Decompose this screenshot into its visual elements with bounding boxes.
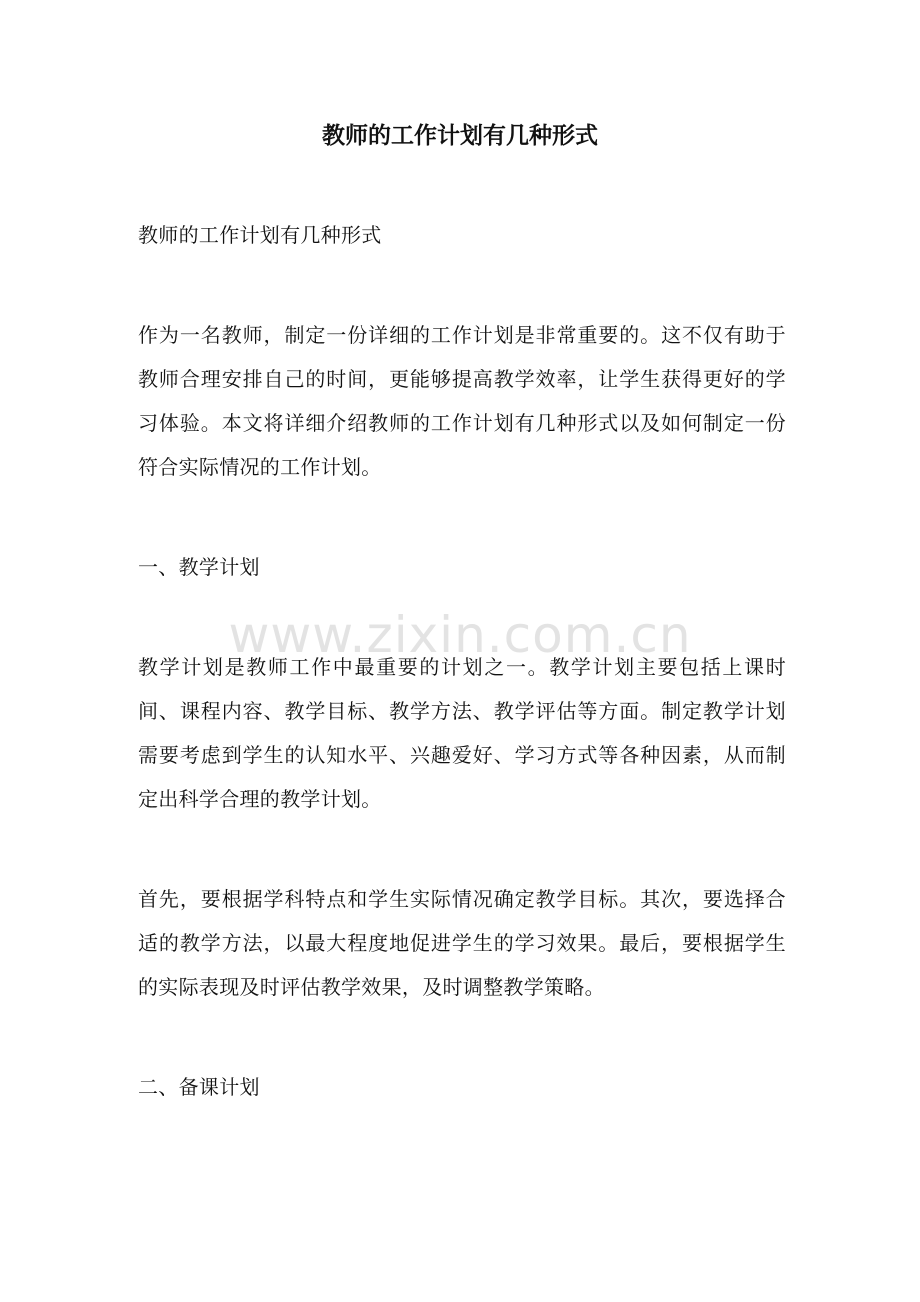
section-heading-lesson-prep-plan: 二、备课计划: [138, 1075, 260, 1099]
section-heading-teaching-plan: 一、教学计划: [138, 555, 260, 579]
subtitle-paragraph: 教师的工作计划有几种形式: [138, 223, 382, 247]
teaching-plan-paragraph-2: 首先，要根据学科特点和学生实际情况确定教学目标。其次，要选择合适的教学方法，以最大程度地促进学生的学习效果。最后，要根据学生的实际表现及时评估教学效果，及时调整教学策略。: [138, 887, 786, 999]
intro-paragraph: 作为一名教师，制定一份详细的工作计划是非常重要的。这不仅有助于教师合理安排自己的时间，更能够提高教学效率，让学生获得更好的学习体验。本文将详细介绍教师的工作计划有几种形式以及如何制定一份符合实际情况的工作计划。: [138, 323, 786, 479]
document-title: 教师的工作计划有几种形式: [322, 122, 598, 149]
teaching-plan-paragraph-1: 教学计划是教师工作中最重要的计划之一。教学计划主要包括上课时间、课程内容、教学目标、教学方法、教学评估等方面。制定教学计划需要考虑到学生的认知水平、兴趣爱好、学习方式等各种因素，从而制定出科学合理的教学计划。: [138, 655, 786, 811]
watermark: www.zixin.com.cn: [228, 606, 692, 664]
document-body: [138, 213, 786, 1109]
